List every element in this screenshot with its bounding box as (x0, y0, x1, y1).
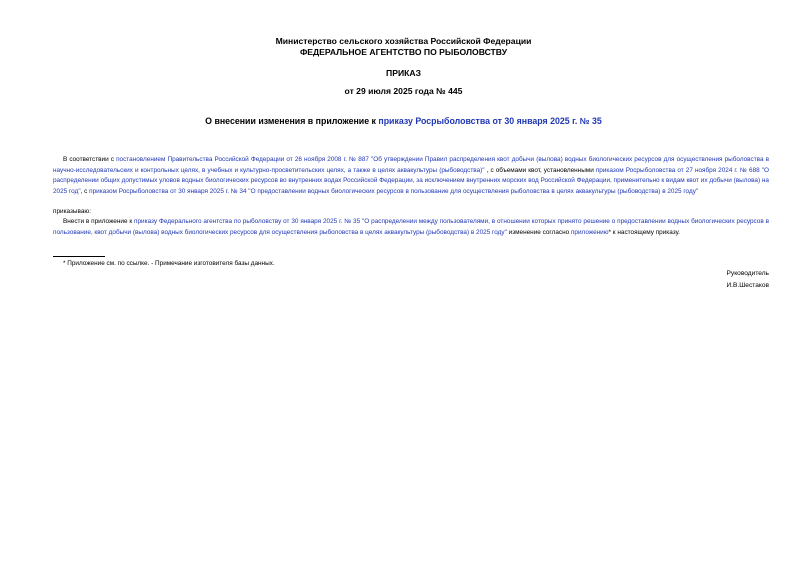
footnote-divider (53, 256, 105, 257)
document-type: ПРИКАЗ (386, 68, 421, 78)
document-title (0, 116, 807, 127)
agency-name: ФЕДЕРАЛЬНОЕ АГЕНТСТВО ПО РЫБОЛОВСТВУ (299, 47, 508, 57)
footnote-text: * Приложение см. по ссылке. - Примечание изготовителя базы данных. (63, 260, 275, 267)
document-date-number: от 29 июля 2025 года № 445 (344, 86, 463, 96)
signatory-name: И.В.Шестаков (726, 282, 769, 289)
order-word: приказываю: (53, 208, 91, 215)
preamble-paragraph (53, 155, 769, 197)
title-prefix: О внесении изменения в приложение к (205, 116, 379, 126)
footnote (53, 259, 275, 269)
order-paragraph (53, 217, 769, 238)
order-text-3: * к настоящему приказу. (608, 228, 680, 236)
appendix-link[interactable]: приложению (570, 228, 609, 236)
government-decree-link[interactable]: постановлением Правительства Российской Федерации от 26 ноября 2008 г. № 887 "Об утверждении Правил распределения квот добычи (вылова) водных биологических ресурсов для осуществления рыболовства в научно-исследовательских и контрольных целях, в учебных и культурно-просветительских целях, а также в целях аквакультуры (рыбоводства)" (53, 156, 769, 174)
preamble-text-2: , с объемами квот, установленными (484, 166, 596, 174)
order-35-link[interactable]: приказу Федерального агентства по рыболовству от 30 января 2025 г. № 35 "О распределении между пользователями, в отношении которых принято решение о предоставлении водных биологических ресурсов в пользование, квот добычи (вылова) водных биологических ресурсов для осуществления рыболовства в целях аквакультуры (рыбоводства) в 2025 году" (53, 218, 770, 236)
order-688-link[interactable]: приказом Росрыболовства от 27 ноября 2024 г. № 688 "О распределении общих допустимых уловов водных биологических ресурсов во внутренних водах Российской Федерации, за исключением внутренних морских вод Российской Федерации, применительно к видам квот их добычи (вылова) на 2025 год" (53, 166, 769, 195)
order-text-1: Внести в приложение к (63, 218, 135, 225)
order-34-link[interactable]: приказом Росрыболовства от 30 января 2025 г. № 34 "О предоставлении водных биологических ресурсов в пользование для осуществления рыболовства в целях аквакультуры (рыбоводства) в 2025 году" (89, 187, 699, 195)
title-order-link[interactable]: приказу Росрыболовства от 30 января 2025 г. № 35 (378, 116, 602, 126)
ministry-name: Министерство сельского хозяйства Российской Федерации (275, 36, 532, 46)
order-text-2: изменение согласно (506, 228, 571, 236)
preamble-text-1: В соответствии с (63, 156, 117, 163)
signatory-position: Руководитель (726, 270, 769, 277)
preamble-text-3: , с (80, 187, 90, 195)
